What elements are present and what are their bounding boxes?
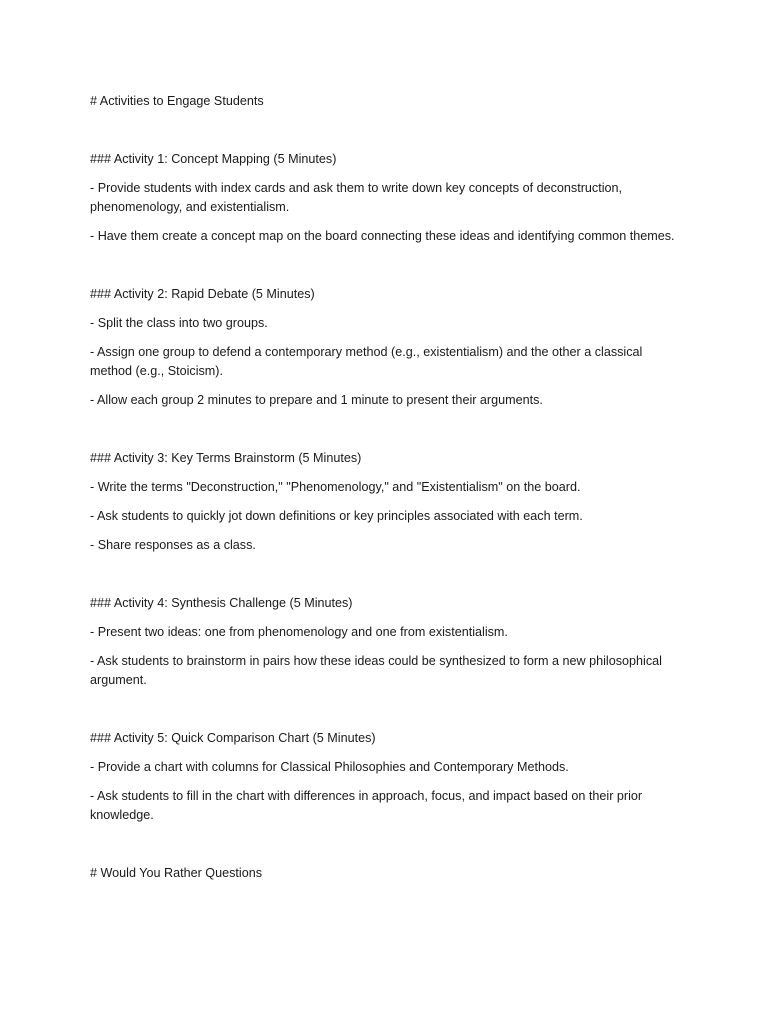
document-content — [90, 92, 680, 883]
activity-4-item-2: - Ask students to brainstorm in pairs how these ideas could be synthesized to form a new philosophical argument. — [90, 654, 662, 687]
activity-2-item-1: - Split the class into two groups. — [90, 316, 268, 330]
activity-1-item-2: - Have them create a concept map on the board connecting these ideas and identifying common themes. — [90, 229, 675, 243]
activity-5-item-2: - Ask students to fill in the chart with differences in approach, focus, and impact based on their prior knowledge. — [90, 789, 643, 822]
activity-5-item-1: - Provide a chart with columns for Classical Philosophies and Contemporary Methods. — [90, 760, 569, 774]
activity-3-item-1: - Write the terms "Deconstruction," "Phenomenology," and "Existentialism" on the board. — [90, 480, 581, 494]
activity-5-title: ### Activity 5: Quick Comparison Chart (5 Minutes) — [90, 731, 376, 745]
activity-1-title: ### Activity 1: Concept Mapping (5 Minutes) — [90, 152, 337, 166]
activity-4-title: ### Activity 4: Synthesis Challenge (5 Minutes) — [90, 596, 353, 610]
activity-2-item-2: - Assign one group to defend a contemporary method (e.g., existentialism) and the other a classical method (e.g., Stoicism). — [90, 345, 643, 378]
activity-2-title: ### Activity 2: Rapid Debate (5 Minutes) — [90, 287, 315, 301]
activity-3-item-2: - Ask students to quickly jot down definitions or key principles associated with each term. — [90, 509, 583, 523]
activity-3-item-3: - Share responses as a class. — [90, 538, 256, 552]
activity-2-item-3: - Allow each group 2 minutes to prepare and 1 minute to present their arguments. — [90, 393, 543, 407]
activity-3-title: ### Activity 3: Key Terms Brainstorm (5 Minutes) — [90, 451, 362, 465]
activity-4-item-1: - Present two ideas: one from phenomenology and one from existentialism. — [90, 625, 508, 639]
activity-1-item-1: - Provide students with index cards and ask them to write down key concepts of deconstruction, phenomenology, and existentialism. — [90, 181, 623, 214]
main-heading: # Activities to Engage Students — [90, 94, 264, 108]
would-you-rather-heading: # Would You Rather Questions — [90, 866, 262, 880]
